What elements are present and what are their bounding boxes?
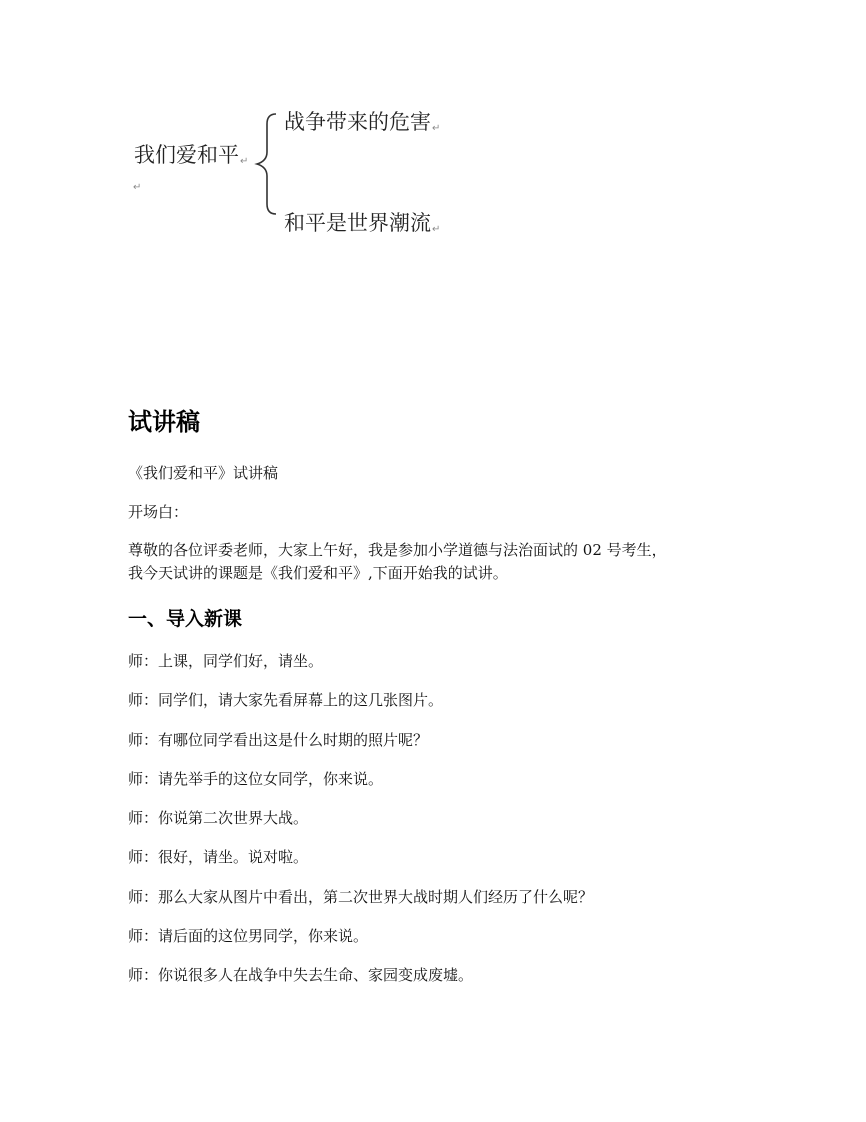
document-subtitle: 《我们爱和平》试讲稿 — [128, 464, 279, 482]
curly-brace-icon — [254, 112, 280, 216]
section-heading: 一、导入新课 — [128, 608, 243, 630]
intro-line: 我今天试讲的课题是《我们爱和平》,下面开始我的试讲。 — [128, 564, 508, 582]
paragraph-mark-icon: ↵ — [133, 182, 142, 193]
paragraph-mark-icon: ↵ — [432, 224, 441, 235]
dialogue-line: 师：你说很多人在战争中失去生命、家园变成废墟。 — [128, 966, 474, 985]
paragraph-mark-icon: ↵ — [240, 156, 249, 167]
intro-paragraph — [128, 539, 667, 585]
dialogue-line: 师：有哪位同学看出这是什么时期的照片呢？ — [128, 730, 429, 749]
dialogue-line: 师：请后面的这位男同学，你来说。 — [128, 927, 369, 946]
dialogue-list — [128, 650, 593, 1004]
mindmap-branch-peace-trend — [284, 207, 440, 237]
dialogue-line: 师：同学们，请大家先看屏幕上的这几张图片。 — [128, 691, 444, 710]
document-heading: 试讲稿 — [128, 408, 200, 436]
mindmap-root-node — [134, 139, 248, 169]
mindmap-root-label: 我们爱和平 — [134, 143, 239, 167]
dialogue-line: 师：你说第二次世界大战。 — [128, 809, 309, 828]
opening-label: 开场白： — [128, 503, 189, 521]
mindmap-branch-label: 战争带来的危害 — [284, 110, 431, 134]
dialogue-line: 师：那么大家从图片中看出，第二次世界大战时期人们经历了什么呢？ — [128, 887, 594, 906]
paragraph-mark-icon: ↵ — [432, 123, 441, 134]
mindmap-branch-label: 和平是世界潮流 — [284, 211, 431, 235]
mindmap-branch-harm-of-war — [284, 106, 440, 136]
dialogue-line: 师：请先举手的这位女同学，你来说。 — [128, 769, 384, 788]
intro-line: 尊敬的各位评委老师，大家上午好，我是参加小学道德与法治面试的 02 号考生， — [128, 541, 667, 559]
dialogue-line: 师：上课，同学们好，请坐。 — [128, 652, 324, 670]
dialogue-line: 师：很好，请坐。说对啦。 — [128, 848, 309, 867]
